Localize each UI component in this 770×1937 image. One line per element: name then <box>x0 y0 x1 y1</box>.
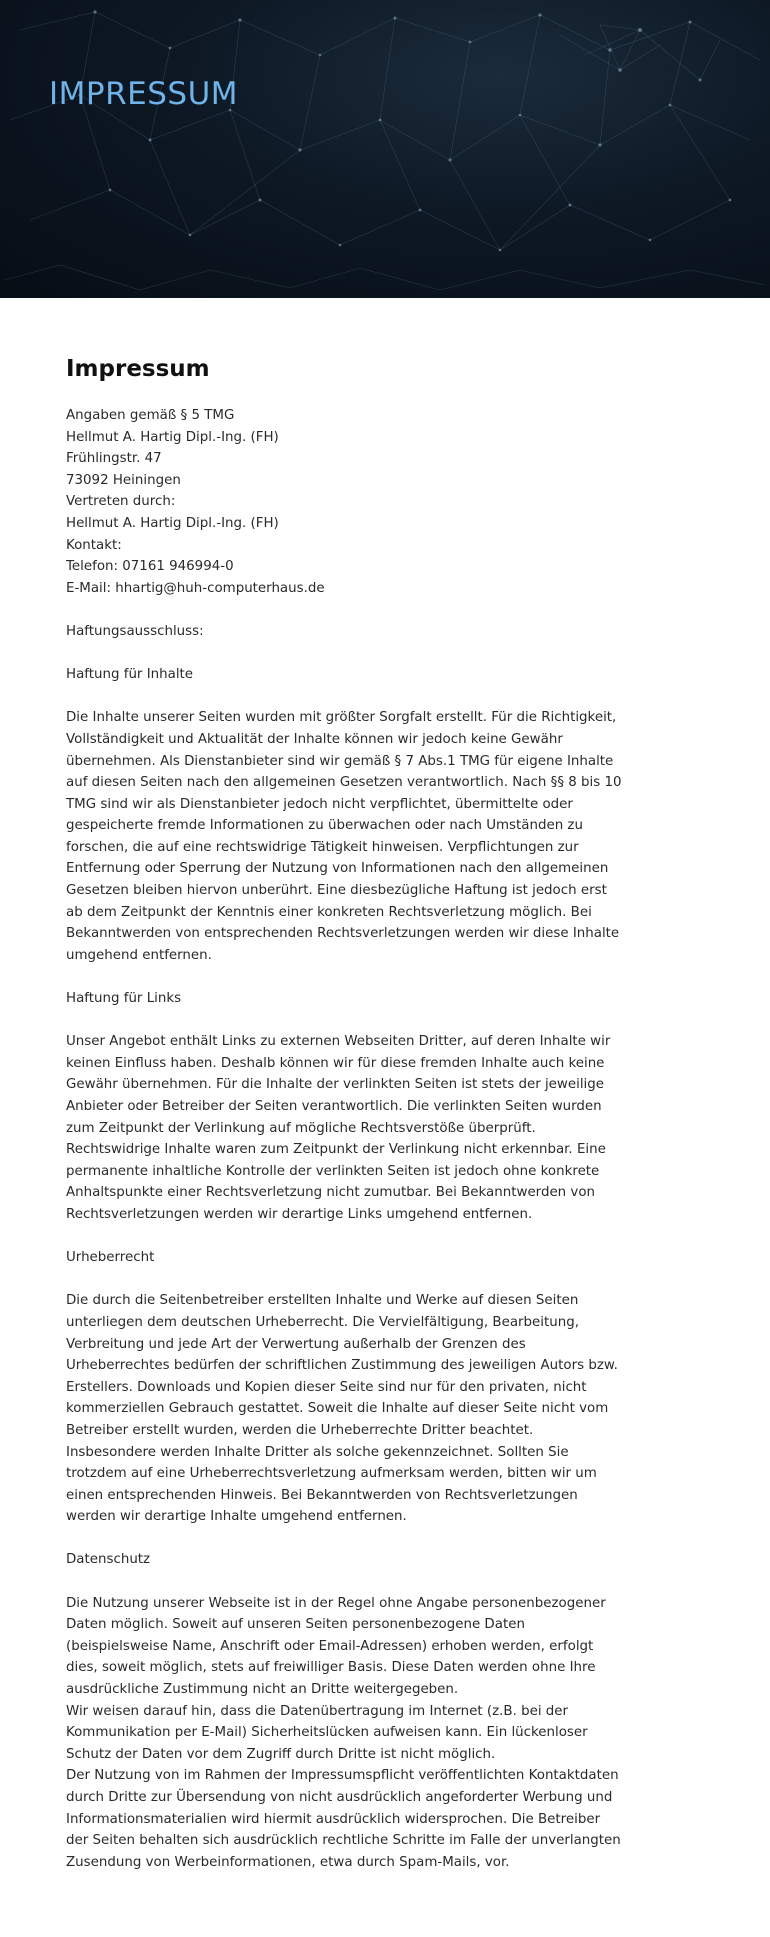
content-liability-text: Die Inhalte unserer Seiten wurden mit größter Sorgfalt erstellt. Für die Richtigkeit, Vollständigkeit und Aktualität der Inhalte können wir jedoch keine Gewähr übernehmen. Als Dienstanbieter sind wir gemäß § 7 Abs.1 TMG für eigene Inhalte auf diesen Seiten nach den allgemeinen Gesetzen verantwortlich. Nach §§ 8 bis 10 TMG sind wir als Dienstanbieter jedoch nicht verpflichtet, übermittelte oder gespeicherte fremde Informationen zu überwachen oder nach Umständen zu forschen, die auf eine rechtswidrige Tätigkeit hinweisen. Verpflichtungen zur Entfernung oder Sperrung der Nutzung von Informationen nach den allgemeinen Gesetzen bleiben hiervon unberührt. Eine diesbezügliche Haftung ist jedoch erst ab dem Zeitpunkt der Kenntnis einer konkreten Rechtsverletzung möglich. Bei Bekanntwerden von entsprechenden Rechtsverletzungen werden wir diese Inhalte umgehend entfernen. <box>66 710 622 963</box>
network-background-graphic <box>0 0 770 298</box>
impressum-content <box>66 356 626 1895</box>
owner-name: Hellmut A. Hartig Dipl.-Ing. (FH) <box>66 429 279 445</box>
contact-label: Kontakt: <box>66 537 122 553</box>
phone-number: Telefon: 07161 946994-0 <box>66 559 234 575</box>
links-liability-title: Haftung für Links <box>66 991 182 1007</box>
contact-block <box>66 405 626 599</box>
legal-basis-line: Angaben gemäß § 5 TMG <box>66 408 235 423</box>
representative-name: Hellmut A. Hartig Dipl.-Ing. (FH) <box>66 515 279 531</box>
privacy-title: Datenschutz <box>66 1552 151 1568</box>
content-liability-title: Haftung für Inhalte <box>66 667 194 683</box>
privacy-paragraph: Die Nutzung unserer Webseite ist in der Regel ohne Angabe personenbezogener Daten möglich. Soweit auf unseren Seiten personenbezogene Daten (beispielsweise Name, Anschrift oder Email-Adressen) erhoben werden, erfolgt dies, soweit möglich, stets auf freiwilliger Basis. Diese Daten werden ohne Ihre ausdrückliche Zustimmung nicht an Dritte weitergegeben. <box>66 1595 606 1698</box>
hero-title: IMPRESSUM <box>49 76 239 112</box>
links-liability-text: Unser Angebot enthält Links zu externen Webseiten Dritter, auf deren Inhalte wir keinen Einfluss haben. Deshalb können wir für diese fremden Inhalte auch keine Gewähr übernehmen. Für die Inhalte der verlinkten Seiten ist stets der jeweilige Anbieter oder Betreiber der Seiten verantwortlich. Die verlinkten Seiten wurden zum Zeitpunkt der Verlinkung auf mögliche Rechtsverstöße überprüft. Rechtswidrige Inhalte waren zum Zeitpunkt der Verlinkung nicht erkennbar. Eine permanente inhaltliche Kontrolle der verlinkten Seiten ist jedoch ohne konkrete Anhaltspunkte einer Rechtsverletzung nicht zumutbar. Bei Bekanntwerden von Rechtsverletzungen werden wir derartige Links umgehend entfernen. <box>66 1034 611 1222</box>
disclaimer-title: Haftungsausschluss: <box>66 623 204 639</box>
street-address: Frühlingstr. 47 <box>66 451 162 467</box>
postal-city: 73092 Heiningen <box>66 472 181 488</box>
hero-banner <box>0 0 770 298</box>
privacy-text <box>66 1593 626 1874</box>
privacy-paragraph: Der Nutzung von im Rahmen der Impressumspflicht veröffentlichten Kontaktdaten durch Dritte zur Übersendung von nicht ausdrücklich angeforderter Werbung und Informationsmaterialien wird hiermit ausdrücklich widersprochen. Die Betreiber der Seiten behalten sich ausdrücklich rechtliche Schritte im Falle der unverlangten Zusendung von Werbeinformationen, etwa durch Spam-Mails, vor. <box>66 1768 621 1870</box>
represented-by-label: Vertreten durch: <box>66 494 176 510</box>
copyright-title: Urheberrecht <box>66 1250 155 1266</box>
copyright-text: Die durch die Seitenbetreiber erstellten Inhalte und Werke auf diesen Seiten unterliegen dem deutschen Urheberrecht. Die Vervielfältigung, Bearbeitung, Verbreitung und jede Art der Verwertung außerhalb der Grenzen des Urheberrechtes bedürfen der schriftlichen Zustimmung des jeweiligen Autors bzw. Erstellers. Downloads und Kopien dieser Seite sind nur für den privaten, nicht kommerziellen Gebrauch gestattet. Soweit die Inhalte auf dieser Seite nicht vom Betreiber erstellt wurden, werden die Urheberrechte Dritter beachtet. Insbesondere werden Inhalte Dritter als solche gekennzeichnet. Sollten Sie trotzdem auf eine Urheberrechtsverletzung aufmerksam werden, bitten wir um einen entsprechenden Hinweis. Bei Bekanntwerden von Rechtsverletzungen werden wir derartige Inhalte umgehend entfernen. <box>66 1293 618 1525</box>
privacy-paragraph: Wir weisen darauf hin, dass die Datenübertragung im Internet (z.B. bei der Kommunikation per E-Mail) Sicherheitslücken aufweisen kann. Ein lückenloser Schutz der Daten vor dem Zugriff durch Dritte ist nicht möglich. <box>66 1703 588 1762</box>
email-address: E-Mail: hhartig@huh-computerhaus.de <box>66 580 325 596</box>
page-title: Impressum <box>66 356 210 382</box>
